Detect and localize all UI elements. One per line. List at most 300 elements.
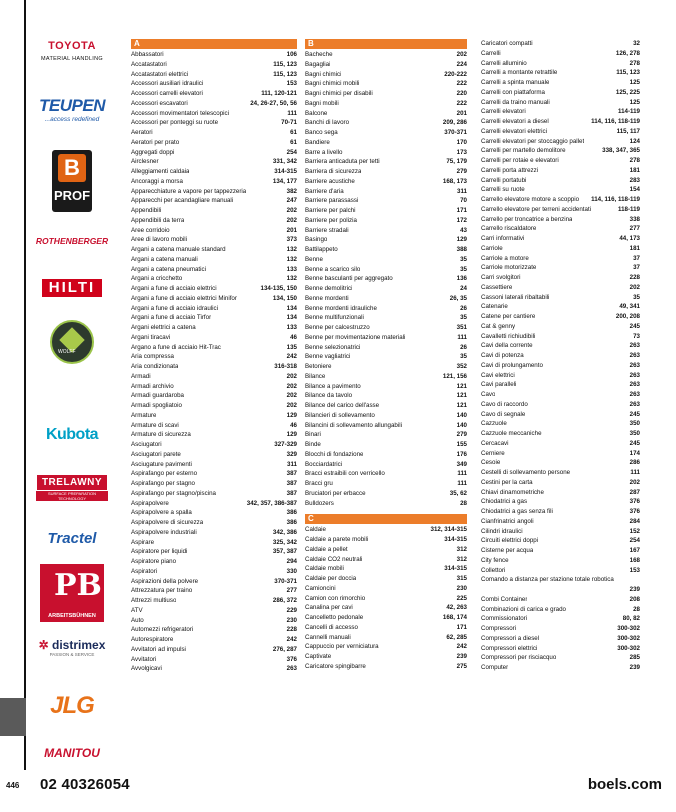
- index-entry[interactable]: [305, 440, 467, 450]
- index-entry[interactable]: [305, 421, 467, 431]
- index-entry[interactable]: [305, 304, 467, 314]
- index-entry[interactable]: [305, 662, 467, 672]
- index-entry[interactable]: [131, 372, 297, 382]
- index-entry[interactable]: [131, 138, 297, 148]
- index-entry[interactable]: [481, 439, 640, 449]
- index-entry[interactable]: [481, 166, 640, 176]
- index-entry[interactable]: [481, 88, 640, 98]
- index-entry[interactable]: [305, 372, 467, 382]
- index-entry[interactable]: [131, 401, 297, 411]
- entry-pages: 24, 26-27, 50, 56: [250, 99, 297, 107]
- entry-term: Carrelli porta attrezzi: [481, 166, 539, 174]
- entry-term: Caricatori compatti: [481, 40, 533, 47]
- index-entry[interactable]: [131, 430, 297, 440]
- index-entry[interactable]: [305, 450, 467, 460]
- entry-term: Carrelli alluminio: [481, 59, 527, 67]
- index-entry[interactable]: [481, 117, 640, 127]
- index-entry[interactable]: [481, 653, 640, 663]
- index-entry[interactable]: [131, 109, 297, 119]
- entry-pages: 168: [629, 556, 640, 564]
- section-tab[interactable]: [0, 698, 26, 736]
- index-entry[interactable]: [131, 187, 297, 197]
- entry-pages: 118-119: [617, 205, 640, 213]
- jlg-logo-text: JLG: [50, 692, 94, 719]
- entry-pages: 121: [456, 392, 467, 400]
- index-entry[interactable]: [131, 596, 297, 606]
- index-entry[interactable]: [305, 545, 467, 555]
- index-entry[interactable]: [131, 362, 297, 372]
- entry-pages: 245: [629, 439, 640, 447]
- entry-term: Carrelli portatubi: [481, 176, 527, 184]
- teupen-logo[interactable]: [30, 96, 114, 123]
- index-entry[interactable]: [481, 517, 640, 527]
- entry-pages: 115, 123: [273, 60, 297, 68]
- index-entry[interactable]: [481, 195, 640, 205]
- bprof-logo[interactable]: [52, 150, 92, 212]
- index-entry[interactable]: [305, 235, 467, 245]
- tractel-logo[interactable]: [30, 530, 114, 547]
- index-entry[interactable]: [305, 245, 467, 255]
- entry-term: Aria compressa: [131, 353, 174, 361]
- index-entry[interactable]: [305, 70, 467, 80]
- index-entry[interactable]: [305, 89, 467, 99]
- entry-term: Armature: [131, 411, 157, 419]
- index-entry[interactable]: [131, 499, 297, 509]
- index-entry[interactable]: [305, 99, 467, 109]
- index-entry[interactable]: [131, 343, 297, 353]
- index-entry[interactable]: [305, 226, 467, 236]
- index-entry[interactable]: [305, 469, 467, 479]
- wolff-logo-text: WOLFF: [58, 349, 76, 355]
- index-entry[interactable]: [305, 206, 467, 216]
- index-entry[interactable]: [131, 89, 297, 99]
- entry-term: Aspirapolvere a spalla: [131, 509, 192, 517]
- index-entry[interactable]: [305, 603, 467, 613]
- index-entry[interactable]: [481, 68, 640, 78]
- section-header: A: [131, 39, 297, 49]
- toyota-logo-sub: MATERIAL HANDLING: [41, 56, 103, 62]
- phone-number[interactable]: 02 40326054: [40, 776, 130, 793]
- index-entry[interactable]: [305, 157, 467, 167]
- entry-pages: 279: [456, 431, 467, 439]
- entry-term: Accessori movimentatori telescopici: [131, 109, 230, 117]
- entry-pages: 312, 314-315: [430, 526, 467, 534]
- entry-term: Cancelli di accesso: [305, 623, 358, 631]
- pb-logo[interactable]: [40, 564, 104, 622]
- index-entry[interactable]: [131, 391, 297, 401]
- index-entry[interactable]: [305, 50, 467, 60]
- entry-term: Benne mordenti: [305, 294, 349, 302]
- entry-pages: 37: [633, 254, 640, 262]
- index-entry[interactable]: [481, 341, 640, 351]
- entry-term: Aspiratori: [131, 567, 158, 575]
- entry-term: Cavo di raccordo: [481, 400, 528, 408]
- index-entry[interactable]: [481, 224, 640, 234]
- index-entry[interactable]: [131, 235, 297, 245]
- entry-pages: 111, 120-121: [261, 90, 297, 97]
- rothenberger-logo[interactable]: [30, 236, 114, 246]
- entry-pages: 115, 123: [273, 70, 297, 78]
- index-entry[interactable]: [305, 265, 467, 275]
- index-entry[interactable]: [305, 284, 467, 294]
- trelawny-logo[interactable]: [30, 472, 114, 501]
- entry-term: Alleggiamenti caldaia: [131, 168, 190, 175]
- entry-term: Argani a cricchetto: [131, 275, 183, 283]
- entry-pages: 121: [456, 382, 467, 390]
- index-entry[interactable]: [481, 322, 640, 332]
- index-entry[interactable]: [305, 343, 467, 353]
- index-entry[interactable]: [305, 574, 467, 584]
- entry-term: Abbassatori: [131, 51, 164, 58]
- index-entry[interactable]: [305, 313, 467, 323]
- entry-pages: 201: [456, 109, 467, 117]
- index-entry[interactable]: [131, 167, 297, 177]
- entry-term: Cassoni laterali ribaltabili: [481, 293, 550, 301]
- index-entry[interactable]: [131, 255, 297, 265]
- index-entry[interactable]: [305, 177, 467, 187]
- index-entry[interactable]: [481, 146, 640, 156]
- entry-pages: 106: [286, 51, 297, 58]
- index-entry[interactable]: [131, 245, 297, 255]
- index-entry[interactable]: [131, 323, 297, 333]
- index-entry[interactable]: [481, 478, 640, 488]
- index-entry[interactable]: [305, 148, 467, 158]
- entry-term: Cisterne per acqua: [481, 547, 534, 554]
- index-entry[interactable]: [481, 624, 640, 634]
- index-entry[interactable]: [131, 60, 297, 70]
- index-entry[interactable]: [131, 479, 297, 489]
- index-entry[interactable]: [305, 128, 467, 138]
- index-entry[interactable]: [131, 284, 297, 294]
- index-entry[interactable]: [305, 382, 467, 392]
- entry-pages: 111: [457, 480, 467, 487]
- entry-pages: 129: [286, 431, 297, 439]
- index-entry[interactable]: [131, 469, 297, 479]
- index-entry[interactable]: [131, 206, 297, 216]
- entry-term: Chiodatrici a gas: [481, 498, 528, 506]
- entry-pages: 287: [629, 488, 640, 496]
- index-entry[interactable]: [131, 274, 297, 284]
- index-entry[interactable]: [481, 488, 640, 498]
- index-entry[interactable]: [481, 283, 640, 293]
- index-entry[interactable]: [131, 421, 297, 431]
- entry-pages: 35: [460, 255, 467, 263]
- entry-term: Circuiti elettrici doppi: [481, 537, 539, 545]
- index-entry[interactable]: [481, 205, 640, 215]
- index-entry[interactable]: [481, 107, 640, 117]
- entry-term: Carrelli su ruote: [481, 186, 525, 194]
- entry-pages: 35, 62: [449, 489, 467, 497]
- index-entry[interactable]: [131, 645, 297, 655]
- index-entry[interactable]: [481, 419, 640, 429]
- index-entry[interactable]: [305, 430, 467, 440]
- index-entry[interactable]: [481, 663, 640, 673]
- index-entry[interactable]: [131, 538, 297, 548]
- entry-term: Cancelletto pedonale: [305, 614, 364, 621]
- index-entry[interactable]: [481, 566, 640, 576]
- index-entry[interactable]: [305, 274, 467, 284]
- index-entry[interactable]: [131, 567, 297, 577]
- index-entry[interactable]: [305, 411, 467, 421]
- entry-pages: 134, 177: [272, 177, 297, 185]
- section-header: C: [305, 514, 467, 524]
- index-entry[interactable]: [305, 564, 467, 574]
- index-entry[interactable]: [305, 352, 467, 362]
- index-entry[interactable]: [305, 555, 467, 565]
- entry-pages: 61: [290, 138, 297, 146]
- index-entry[interactable]: [481, 78, 640, 88]
- entry-term: Collettori: [481, 566, 506, 574]
- index-entry[interactable]: [305, 623, 467, 633]
- entry-term: Cavi di potenza: [481, 352, 524, 359]
- index-entry[interactable]: [305, 652, 467, 662]
- index-entry[interactable]: [305, 333, 467, 343]
- index-entry[interactable]: [131, 635, 297, 645]
- index-entry[interactable]: [131, 333, 297, 343]
- index-entry[interactable]: [305, 613, 467, 623]
- entry-term: Aria condizionata: [131, 363, 179, 370]
- index-entry[interactable]: [305, 594, 467, 604]
- index-entry[interactable]: [481, 293, 640, 303]
- entry-term: Automezzi refrigeratori: [131, 626, 194, 634]
- index-entry[interactable]: [131, 265, 297, 275]
- index-entry[interactable]: [481, 410, 640, 420]
- entry-pages: 133: [286, 324, 297, 331]
- index-entry[interactable]: [131, 518, 297, 528]
- index-entry[interactable]: [481, 429, 640, 439]
- index-entry[interactable]: [131, 99, 297, 109]
- index-entry[interactable]: [131, 450, 297, 460]
- index-entry[interactable]: [305, 294, 467, 304]
- entry-pages: 263: [629, 400, 640, 408]
- index-entry[interactable]: [481, 644, 640, 654]
- entry-pages: 386: [286, 519, 297, 526]
- index-entry[interactable]: [481, 400, 640, 410]
- index-entry[interactable]: [131, 382, 297, 392]
- index-entry[interactable]: [131, 577, 297, 587]
- index-entry[interactable]: [131, 557, 297, 567]
- index-entry[interactable]: [305, 60, 467, 70]
- index-entry[interactable]: [305, 323, 467, 333]
- entry-term: Benne per movimentazione materiali: [305, 333, 406, 341]
- wolff-logo[interactable]: [50, 320, 94, 364]
- index-entry[interactable]: [481, 302, 640, 312]
- entry-term: Aggregati doppi: [131, 148, 175, 156]
- entry-term: Cianfrinatrici angoli: [481, 517, 534, 525]
- index-entry[interactable]: [131, 616, 297, 626]
- index-entry[interactable]: [481, 263, 640, 273]
- manitou-logo[interactable]: [30, 746, 114, 760]
- entry-term: Bilance del carico dell'asse: [305, 402, 380, 409]
- entry-pages: 202: [286, 392, 297, 400]
- index-entry[interactable]: [481, 527, 640, 537]
- index-entry[interactable]: [481, 595, 640, 605]
- index-entry[interactable]: [305, 79, 467, 89]
- index-entry[interactable]: [481, 634, 640, 644]
- index-entry[interactable]: [305, 633, 467, 643]
- index-entry[interactable]: [305, 167, 467, 177]
- entry-term: Catene per cantiere: [481, 313, 536, 320]
- entry-pages: 114, 116, 118-119: [591, 196, 640, 203]
- index-entry[interactable]: [131, 489, 297, 499]
- index-entry[interactable]: [481, 497, 640, 507]
- entry-term: Carrelli da traino manuali: [481, 98, 550, 106]
- index-entry[interactable]: [305, 216, 467, 226]
- entry-pages: 125: [629, 98, 640, 106]
- index-entry[interactable]: [131, 157, 297, 167]
- entry-term: Carrelli a spinta manuale: [481, 79, 550, 86]
- entry-pages: 263: [629, 391, 640, 398]
- entry-pages: 176: [456, 450, 467, 458]
- index-entry[interactable]: [131, 216, 297, 226]
- index-entry[interactable]: [305, 118, 467, 128]
- index-entry[interactable]: [131, 411, 297, 421]
- index-entry[interactable]: [481, 468, 640, 478]
- index-entry[interactable]: [305, 391, 467, 401]
- index-entry[interactable]: [131, 304, 297, 314]
- index-entry[interactable]: [305, 584, 467, 594]
- index-entry[interactable]: [305, 109, 467, 119]
- index-entry[interactable]: [131, 547, 297, 557]
- index-entry[interactable]: [131, 148, 297, 158]
- entry-pages: 111: [287, 109, 297, 117]
- index-entry[interactable]: [481, 536, 640, 546]
- index-entry[interactable]: [131, 664, 297, 674]
- index-entry[interactable]: [131, 118, 297, 128]
- entry-term: Carrelli elevatori a diesel: [481, 118, 549, 125]
- entry-pages: 114, 116, 118-119: [591, 118, 640, 125]
- entry-pages: 167: [629, 547, 640, 554]
- index-entry[interactable]: [481, 507, 640, 517]
- index-entry[interactable]: [131, 313, 297, 323]
- index-entry[interactable]: [305, 535, 467, 545]
- index-entry[interactable]: [481, 556, 640, 566]
- entry-term: Cavo: [481, 391, 496, 398]
- index-entry[interactable]: [481, 127, 640, 137]
- index-entry[interactable]: [131, 586, 297, 596]
- index-entry[interactable]: [305, 489, 467, 499]
- index-entry[interactable]: [305, 499, 467, 509]
- index-entry[interactable]: [131, 79, 297, 89]
- entry-pages: 140: [456, 421, 467, 429]
- index-entry[interactable]: [305, 255, 467, 265]
- entry-pages: 129: [286, 411, 297, 419]
- entry-term: Barriere parassassi: [305, 197, 359, 205]
- index-entry[interactable]: [131, 226, 297, 236]
- index-entry[interactable]: [305, 525, 467, 535]
- index-entry[interactable]: [131, 508, 297, 518]
- entry-term: Caldaie a parete mobili: [305, 536, 369, 543]
- jlg-logo[interactable]: [30, 692, 114, 720]
- index-entry[interactable]: [305, 479, 467, 489]
- entry-term: Caldaie a pellet: [305, 545, 348, 553]
- entry-term: Aspiratore piano: [131, 558, 177, 565]
- index-entry[interactable]: [481, 332, 640, 342]
- index-entry[interactable]: [305, 460, 467, 470]
- index-entry[interactable]: [481, 351, 640, 361]
- entry-term: Aspirare: [131, 538, 155, 546]
- entry-pages: 278: [629, 157, 640, 164]
- index-entry[interactable]: [305, 196, 467, 206]
- entry-term: Caldaie per doccia: [305, 575, 357, 582]
- index-entry[interactable]: [131, 625, 297, 635]
- index-entry[interactable]: [481, 449, 640, 459]
- index-entry[interactable]: [481, 390, 640, 400]
- website-link[interactable]: boels.com: [587, 776, 662, 793]
- index-entry[interactable]: [481, 546, 640, 556]
- index-entry[interactable]: [305, 401, 467, 411]
- index-entry[interactable]: [131, 177, 297, 187]
- entry-pages: 239: [456, 653, 467, 660]
- kubota-logo[interactable]: [30, 426, 114, 444]
- index-entry[interactable]: [481, 244, 640, 254]
- index-entry[interactable]: [131, 128, 297, 138]
- index-entry[interactable]: [481, 49, 640, 59]
- index-entry[interactable]: [131, 528, 297, 538]
- index-entry[interactable]: [305, 187, 467, 197]
- index-entry[interactable]: [305, 362, 467, 372]
- index-entry[interactable]: [481, 59, 640, 69]
- trelawny-logo-text: TRELAWNY: [37, 475, 107, 490]
- index-entry[interactable]: [131, 196, 297, 206]
- index-entry[interactable]: [481, 605, 640, 615]
- entry-term: Accatastatori elettrici: [131, 70, 189, 78]
- index-entry[interactable]: [481, 185, 640, 195]
- index-entry[interactable]: [481, 234, 640, 244]
- index-entry[interactable]: [481, 176, 640, 186]
- index-entry[interactable]: [131, 440, 297, 450]
- entry-term: Bilancini di sollevamento allungabili: [305, 421, 402, 429]
- index-entry[interactable]: [481, 273, 640, 283]
- index-entry[interactable]: [481, 575, 640, 595]
- rothenberger-logo-text: ROTHENBERGER: [35, 236, 109, 246]
- index-entry[interactable]: [131, 50, 297, 60]
- index-entry[interactable]: [305, 642, 467, 652]
- hilti-logo[interactable]: [42, 279, 102, 297]
- index-entry[interactable]: [481, 156, 640, 166]
- entry-term: Bagni chimici mobili: [305, 80, 360, 88]
- index-entry[interactable]: [131, 70, 297, 80]
- index-entry[interactable]: [481, 458, 640, 468]
- entry-pages: 133: [286, 265, 297, 273]
- index-entry[interactable]: [131, 294, 297, 304]
- index-entry[interactable]: [131, 655, 297, 665]
- index-entry[interactable]: [481, 371, 640, 381]
- index-entry[interactable]: [481, 312, 640, 322]
- index-entry[interactable]: [481, 215, 640, 225]
- index-entry[interactable]: [481, 361, 640, 371]
- entry-pages: 208: [629, 595, 640, 603]
- entry-term: Armature di sicurezza: [131, 431, 191, 439]
- distrimex-logo[interactable]: [30, 638, 114, 657]
- index-entry[interactable]: [481, 380, 640, 390]
- entry-pages: 152: [629, 527, 640, 535]
- index-entry[interactable]: [481, 614, 640, 624]
- index-entry[interactable]: [481, 39, 640, 49]
- entry-term: Battilappeto: [305, 246, 338, 253]
- toyota-logo[interactable]: [30, 40, 114, 62]
- entry-term: Avvitatori ad impulsi: [131, 645, 186, 653]
- index-entry[interactable]: [481, 98, 640, 108]
- index-entry[interactable]: [131, 606, 297, 616]
- index-entry[interactable]: [131, 352, 297, 362]
- index-entry[interactable]: [305, 138, 467, 148]
- index-entry[interactable]: [481, 254, 640, 264]
- index-entry[interactable]: [481, 137, 640, 147]
- index-entry[interactable]: [131, 460, 297, 470]
- entry-pages: 202: [286, 372, 297, 380]
- entry-term: Camion con rimorchio: [305, 594, 366, 602]
